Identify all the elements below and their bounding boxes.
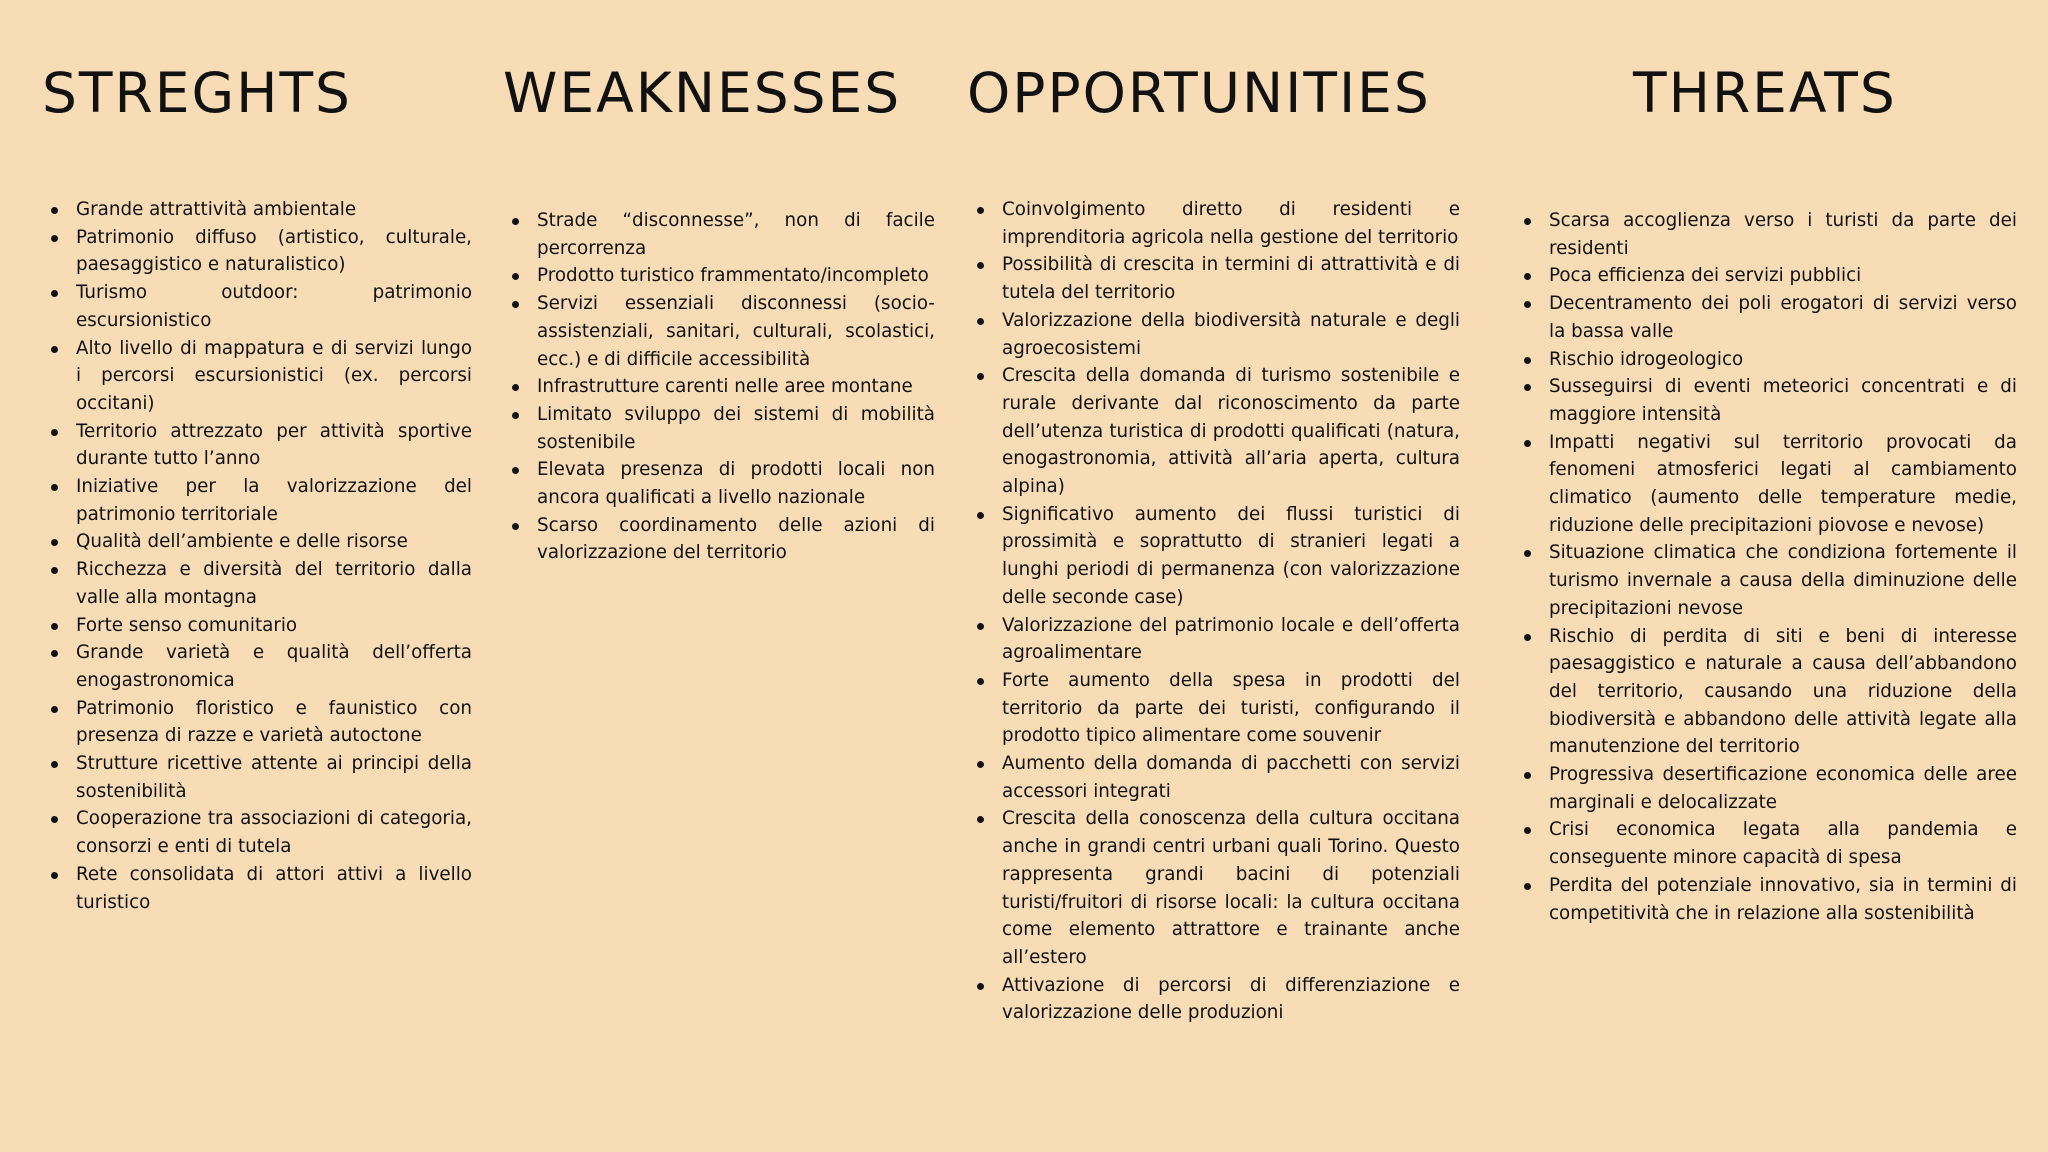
strengths-list — [47, 196, 472, 916]
threats-heading: THREATS — [1633, 61, 1897, 125]
threats-list-item: Perdita del potenziale innovativo, sia in termini di competitività che in relazione alla sostenibilità — [1520, 872, 2017, 927]
weaknesses-list-item: Strade “disconnesse”, non di facile percorrenza — [508, 207, 935, 262]
threats-list-item: Situazione climatica che condiziona fortemente il turismo invernale a causa della diminuzione delle precipitazioni nevose — [1520, 539, 2017, 622]
opportunities-list-item: Significativo aumento dei flussi turistici di prossimità e soprattutto di stranieri legati a lunghi periodi di permanenza (con valorizzazione delle seconde case) — [973, 501, 1460, 612]
weaknesses-list-item: Servizi essenziali disconnessi (socio-assistenziali, sanitari, culturali, scolastici, ecc.) e di difficile accessibilità — [508, 290, 935, 373]
weaknesses-list-item: Elevata presenza di prodotti locali non ancora qualificati a livello nazionale — [508, 456, 935, 511]
strengths-list-item: Forte senso comunitario — [47, 612, 472, 640]
weaknesses-list-item: Prodotto turistico frammentato/incompleto — [508, 262, 935, 290]
opportunities-list-item: Valorizzazione del patrimonio locale e dell’offerta agroalimentare — [973, 612, 1460, 667]
threats-list-item: Scarsa accoglienza verso i turisti da parte dei residenti — [1520, 207, 2017, 262]
strengths-list-item: Rete consolidata di attori attivi a livello turistico — [47, 861, 472, 916]
strengths-list-item: Cooperazione tra associazioni di categoria, consorzi e enti di tutela — [47, 805, 472, 860]
opportunities-list-item: Forte aumento della spesa in prodotti del territorio da parte dei turisti, configurando il prodotto tipico alimentare come souvenir — [973, 667, 1460, 750]
opportunities-list-item: Crescita della domanda di turismo sostenibile e rurale derivante dal riconoscimento da parte dell’utenza turistica di prodotti qualificati (natura, enogastronomia, attività all’aria aperta, cultura alpina) — [973, 362, 1460, 501]
strengths-list-item: Ricchezza e diversità del territorio dalla valle alla montagna — [47, 556, 472, 611]
threats-list-item: Rischio idrogeologico — [1520, 346, 2017, 374]
threats-list — [1520, 207, 2017, 927]
opportunities-list-item: Aumento della domanda di pacchetti con servizi accessori integrati — [973, 750, 1460, 805]
opportunities-list — [973, 196, 1460, 1027]
opportunities-list-item: Valorizzazione della biodiversità naturale e degli agroecosistemi — [973, 307, 1460, 362]
strengths-list-item: Territorio attrezzato per attività sportive durante tutto l’anno — [47, 418, 472, 473]
opportunities-list-item: Crescita della conoscenza della cultura occitana anche in grandi centri urbani quali Torino. Questo rappresenta grandi bacini di potenziali turisti/fruitori di risorse locali: la cultura occitana come elemento attrattore e trainante anche all’estero — [973, 805, 1460, 971]
strengths-list-item: Strutture ricettive attente ai principi della sostenibilità — [47, 750, 472, 805]
threats-list-item: Susseguirsi di eventi meteorici concentrati e di maggiore intensità — [1520, 373, 2017, 428]
opportunities-list-item: Possibilità di crescita in termini di attrattività e di tutela del territorio — [973, 251, 1460, 306]
threats-list-item: Decentramento dei poli erogatori di servizi verso la bassa valle — [1520, 290, 2017, 345]
opportunities-list-item: Attivazione di percorsi di differenziazione e valorizzazione delle produzioni — [973, 972, 1460, 1027]
threats-list-item: Impatti negativi sul territorio provocati da fenomeni atmosferici legati al cambiamento climatico (aumento delle temperature medie, riduzione delle precipitazioni piovose e nevose) — [1520, 429, 2017, 540]
threats-list-item: Poca efficienza dei servizi pubblici — [1520, 262, 2017, 290]
strengths-list-item: Grande varietà e qualità dell’offerta enogastronomica — [47, 639, 472, 694]
weaknesses-list — [508, 207, 935, 567]
threats-list-item: Progressiva desertificazione economica delle aree marginali e delocalizzate — [1520, 761, 2017, 816]
strengths-list-item: Alto livello di mappatura e di servizi lungo i percorsi escursionistici (ex. percorsi occitani) — [47, 335, 472, 418]
strengths-list-item: Grande attrattività ambientale — [47, 196, 472, 224]
weaknesses-list-item: Infrastrutture carenti nelle aree montane — [508, 373, 935, 401]
weaknesses-list-item: Limitato sviluppo dei sistemi di mobilità sostenibile — [508, 401, 935, 456]
weaknesses-heading: WEAKNESSES — [503, 61, 902, 125]
strengths-list-item: Qualità dell’ambiente e delle risorse — [47, 528, 472, 556]
strengths-heading: STREGHTS — [42, 61, 352, 125]
threats-list-item: Crisi economica legata alla pandemia e conseguente minore capacità di spesa — [1520, 816, 2017, 871]
opportunities-heading: OPPORTUNITIES — [967, 61, 1431, 125]
weaknesses-list-item: Scarso coordinamento delle azioni di valorizzazione del territorio — [508, 512, 935, 567]
opportunities-list-item: Coinvolgimento diretto di residenti e imprenditoria agricola nella gestione del territorio — [973, 196, 1460, 251]
threats-list-item: Rischio di perdita di siti e beni di interesse paesaggistico e naturale a causa dell’abbandono del territorio, causando una riduzione della biodiversità e abbandono delle attività legate alla manutenzione del territorio — [1520, 623, 2017, 762]
strengths-list-item: Patrimonio diffuso (artistico, culturale, paesaggistico e naturalistico) — [47, 224, 472, 279]
strengths-list-item: Patrimonio floristico e faunistico con presenza di razze e varietà autoctone — [47, 695, 472, 750]
strengths-list-item: Turismo outdoor: patrimonio escursionistico — [47, 279, 472, 334]
strengths-list-item: Iniziative per la valorizzazione del patrimonio territoriale — [47, 473, 472, 528]
